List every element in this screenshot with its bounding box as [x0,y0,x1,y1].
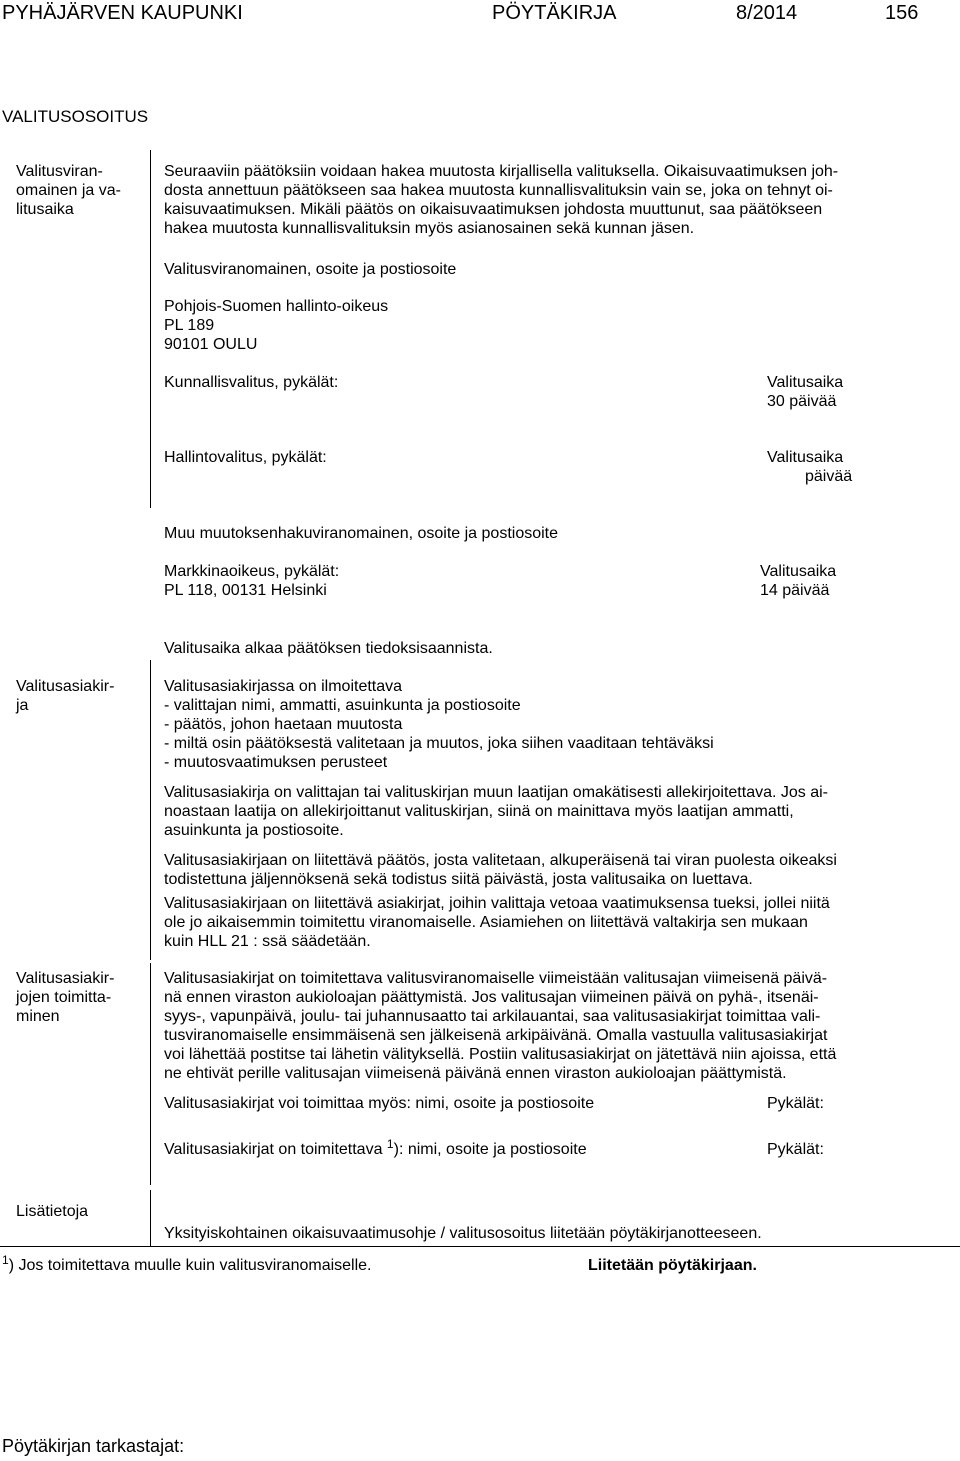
label-line: litusaika [16,201,74,218]
section-label-more-info: Lisätietoja [16,1203,89,1220]
municipal-period-label: Valitusaika [767,374,844,391]
footnote-text: ) Jos toimitettava muulle kuin valitusviranomaiselle. [8,1257,372,1274]
text-line: Valitusasiakirjat on toimitettava valitusviranomaiselle viimeistään valitusajan viimeisenä päivä- [164,970,828,987]
label-line: Valitusasiakir- [16,678,115,695]
text-line: nä ennen viraston aukioloajan päättymistä. Jos valitusajan viimeinen päivä on pyhä-, itsenäi- [164,989,819,1006]
text-line: Seuraaviin päätöksiin voidaan hakea muutosta kirjallisella valituksella. Oikaisuvaatimuksen joh- [164,163,839,180]
more-info-text: Yksityiskohtainen oikaisuvaatimusohje / valitusosoitus liitetään pöytäkirjanotteeseen. [164,1225,762,1242]
text-line: kaisuvaatimuksen. Mikäli päätös on oikaisuvaatimuksen johdosta muuttunut, saa päätökseen [164,201,823,218]
text-line: Valitusasiakirja on valittajan tai valituskirjan muun laatijan omakätisesti allekirjoitettava. Jos ai- [164,784,829,801]
divider-section2 [150,660,151,960]
text-line: asuinkunta ja postiosoite. [164,822,344,839]
label-line: minen [16,1008,60,1025]
alternate-delivery-label: Valitusasiakirjat voi toimittaa myös: nimi, osoite ja postiosoite [164,1095,595,1112]
document-title: VALITUSOSOITUS [2,107,149,126]
divider-section4 [150,1190,151,1246]
divider-section1 [150,150,151,508]
text-line: voi lähettää postitse tai lähetin välityksellä. Postiin valitusasiakirjat on jätettävä niin ajoissa, että [164,1046,837,1063]
text-line: syys-, vapunpäivä, joulu- tai juhannusaatto tai arkilauantai, saa valitusasiakirjat toimittaa vali- [164,1008,821,1025]
text-line: Valitusasiakirjaan on liitettävä asiakirjat, joihin valittaja vetoaa vaatimuksensa tueksi, jollei niitä [164,895,830,912]
authority-po-box: PL 189 [164,317,215,334]
divider-footer [0,1246,960,1247]
required-delivery-sections: Pykälät: [767,1141,824,1158]
text-line: dosta annettuun päätökseen saa hakea muutosta kunnallisvalituksin vain se, joka on tehnyt oi- [164,182,833,199]
org-name: PYHÄJÄRVEN KAUPUNKI [2,2,243,24]
market-period-label: Valitusaika [760,563,837,580]
authority-heading: Valitusviranomainen, osoite ja postiosoite [164,261,457,278]
text-line: Valitusasiakirjaan on liitettävä päätös, josta valitetaan, alkuperäisenä tai viran puolesta oikeaksi [164,852,837,869]
admin-period-value: päivää [805,468,853,485]
required-delivery-text: Valitusasiakirjat on toimitettava [164,1141,387,1158]
attachment-note: Liitetään pöytäkirjaan. [588,1257,757,1274]
text-line: ne ehtivät perille valitusajan viimeisenä päivänä ennen viraston aukioloajan päättymistä. [164,1065,787,1082]
market-period-value: 14 päivää [760,582,830,599]
label-line: Valitusviran- [16,163,103,180]
doc-type: PÖYTÄKIRJA [492,2,617,24]
alternate-delivery-sections: Pykälät: [767,1095,824,1112]
period-start-note: Valitusaika alkaa päätöksen tiedoksisaannista. [164,640,493,657]
divider-section3 [150,963,151,1185]
label-line: Valitusasiakir- [16,970,115,987]
text-line: hakea muutosta kunnallisvalituksin myös asianosainen sekä kunnan jäsen. [164,220,695,237]
authority-postcode: 90101 OULU [164,336,258,353]
text-line: ole jo aikaisemmin toimitettu viranomaiselle. Asiamiehen on liitettävä valtakirja sen mukaan [164,914,808,931]
label-line: ja [16,697,29,714]
footnote-marker: 1 [386,1137,394,1151]
admin-period-label: Valitusaika [767,449,844,466]
footnote [2,1253,372,1276]
list-item: - valittajan nimi, ammatti, asuinkunta ja postiosoite [164,697,521,714]
required-info-heading: Valitusasiakirjassa on ilmoitettava [164,678,403,695]
page-number: 156 [885,2,919,24]
label-line: jojen toimitta- [16,989,112,1006]
signature-label: Pöytäkirjan tarkastajat: [2,1436,185,1456]
text-line: todistettuna jäljennöksenä sekä todistus siitä päivästä, josta valitusaika on luettava. [164,871,753,888]
market-court-label: Markkinaoikeus, pykälät: [164,563,340,580]
required-delivery-label [164,1137,587,1160]
issue-number: 8/2014 [736,2,798,24]
footnote-marker: 1 [2,1253,9,1267]
municipal-appeal-label: Kunnallisvalitus, pykälät: [164,374,339,391]
list-item: - miltä osin päätöksestä valitetaan ja muutos, joka siihen vaaditaan tehtäväksi [164,735,714,752]
text-line: kuin HLL 21 : ssä säädetään. [164,933,371,950]
admin-appeal-label: Hallintovalitus, pykälät: [164,449,327,466]
municipal-period-value: 30 päivää [767,393,837,410]
list-item: - muutosvaatimuksen perusteet [164,754,388,771]
other-authority-heading: Muu muutoksenhakuviranomainen, osoite ja postiosoite [164,525,559,542]
market-court-address: PL 118, 00131 Helsinki [164,582,327,599]
list-item: - päätös, johon haetaan muutosta [164,716,403,733]
required-delivery-text-end: ): nimi, osoite ja postiosoite [393,1141,587,1158]
authority-name: Pohjois-Suomen hallinto-oikeus [164,298,389,315]
label-line: omainen ja va- [16,182,121,199]
text-line: noastaan laatija on allekirjoittanut valituskirjan, siinä on mainittava myös laatijan ammatti, [164,803,794,820]
text-line: tusviranomaiselle ensimmäisenä sen jälkeisenä arkipäivänä. Omalla vastuulla valitusasiakirjat [164,1027,828,1044]
